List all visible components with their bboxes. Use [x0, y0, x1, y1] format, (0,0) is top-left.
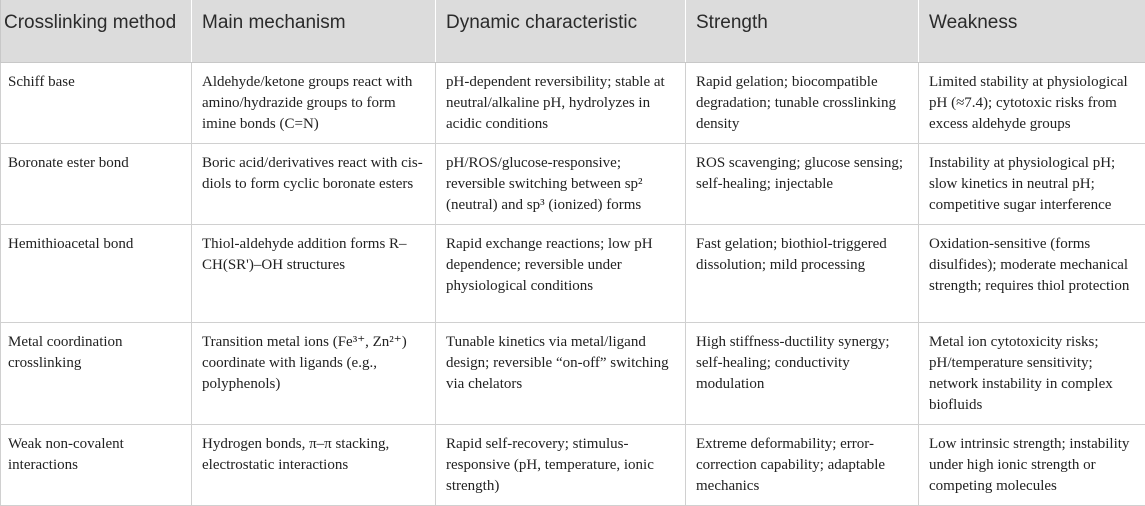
cell-method: Weak non-covalent interactions	[1, 425, 192, 506]
cell-mechanism: Hydrogen bonds, π–π stacking, electrostatic interactions	[192, 425, 436, 506]
table-header	[1, 0, 1145, 63]
cell-mechanism: Thiol-aldehyde addition forms R–CH(SR')–OH structures	[192, 225, 436, 323]
header-row	[1, 0, 1145, 63]
cell-method: Metal coordination crosslinking	[1, 323, 192, 425]
header-main-mechanism: Main mechanism	[192, 0, 436, 63]
cell-strength: ROS scavenging; glucose sensing; self-healing; injectable	[686, 144, 919, 225]
cell-dynamic: Rapid self-recovery; stimulus-responsive (pH, temperature, ionic strength)	[436, 425, 686, 506]
table-row	[1, 323, 1145, 425]
cell-dynamic: pH-dependent reversibility; stable at neutral/alkaline pH, hydrolyzes in acidic conditions	[436, 63, 686, 144]
cell-mechanism: Aldehyde/ketone groups react with amino/hydrazide groups to form imine bonds (C=N)	[192, 63, 436, 144]
cell-weakness: Low intrinsic strength; instability under high ionic strength or competing molecules	[919, 425, 1145, 506]
header-strength: Strength	[686, 0, 919, 63]
cell-strength: High stiffness-ductility synergy; self-healing; conductivity modulation	[686, 323, 919, 425]
cell-method: Hemithioacetal bond	[1, 225, 192, 323]
table-row	[1, 144, 1145, 225]
table-row	[1, 63, 1145, 144]
table-body	[1, 63, 1145, 506]
cell-dynamic: Tunable kinetics via metal/ligand design; reversible “on-off” switching via chelators	[436, 323, 686, 425]
table-row	[1, 425, 1145, 506]
cell-dynamic: pH/ROS/glucose-responsive; reversible switching between sp² (neutral) and sp³ (ionized) forms	[436, 144, 686, 225]
header-crosslinking-method: Crosslinking method	[1, 0, 192, 63]
header-dynamic-characteristic: Dynamic characteristic	[436, 0, 686, 63]
cell-strength: Rapid gelation; biocompatible degradation; tunable crosslinking density	[686, 63, 919, 144]
cell-dynamic: Rapid exchange reactions; low pH dependence; reversible under physiological conditions	[436, 225, 686, 323]
cell-weakness: Oxidation-sensitive (forms disulfides); moderate mechanical strength; requires thiol protection	[919, 225, 1145, 323]
cell-mechanism: Transition metal ions (Fe³⁺, Zn²⁺) coordinate with ligands (e.g., polyphenols)	[192, 323, 436, 425]
cell-mechanism: Boric acid/derivatives react with cis-diols to form cyclic boronate esters	[192, 144, 436, 225]
cell-weakness: Metal ion cytotoxicity risks; pH/temperature sensitivity; network instability in complex biofluids	[919, 323, 1145, 425]
cell-method: Schiff base	[1, 63, 192, 144]
header-weakness: Weakness	[919, 0, 1145, 63]
cell-weakness: Limited stability at physiological pH (≈7.4); cytotoxic risks from excess aldehyde groups	[919, 63, 1145, 144]
cell-strength: Fast gelation; biothiol-triggered dissolution; mild processing	[686, 225, 919, 323]
table-row	[1, 225, 1145, 323]
cell-strength: Extreme deformability; error-correction capability; adaptable mechanics	[686, 425, 919, 506]
cell-method: Boronate ester bond	[1, 144, 192, 225]
cell-weakness: Instability at physiological pH; slow kinetics in neutral pH; competitive sugar interference	[919, 144, 1145, 225]
